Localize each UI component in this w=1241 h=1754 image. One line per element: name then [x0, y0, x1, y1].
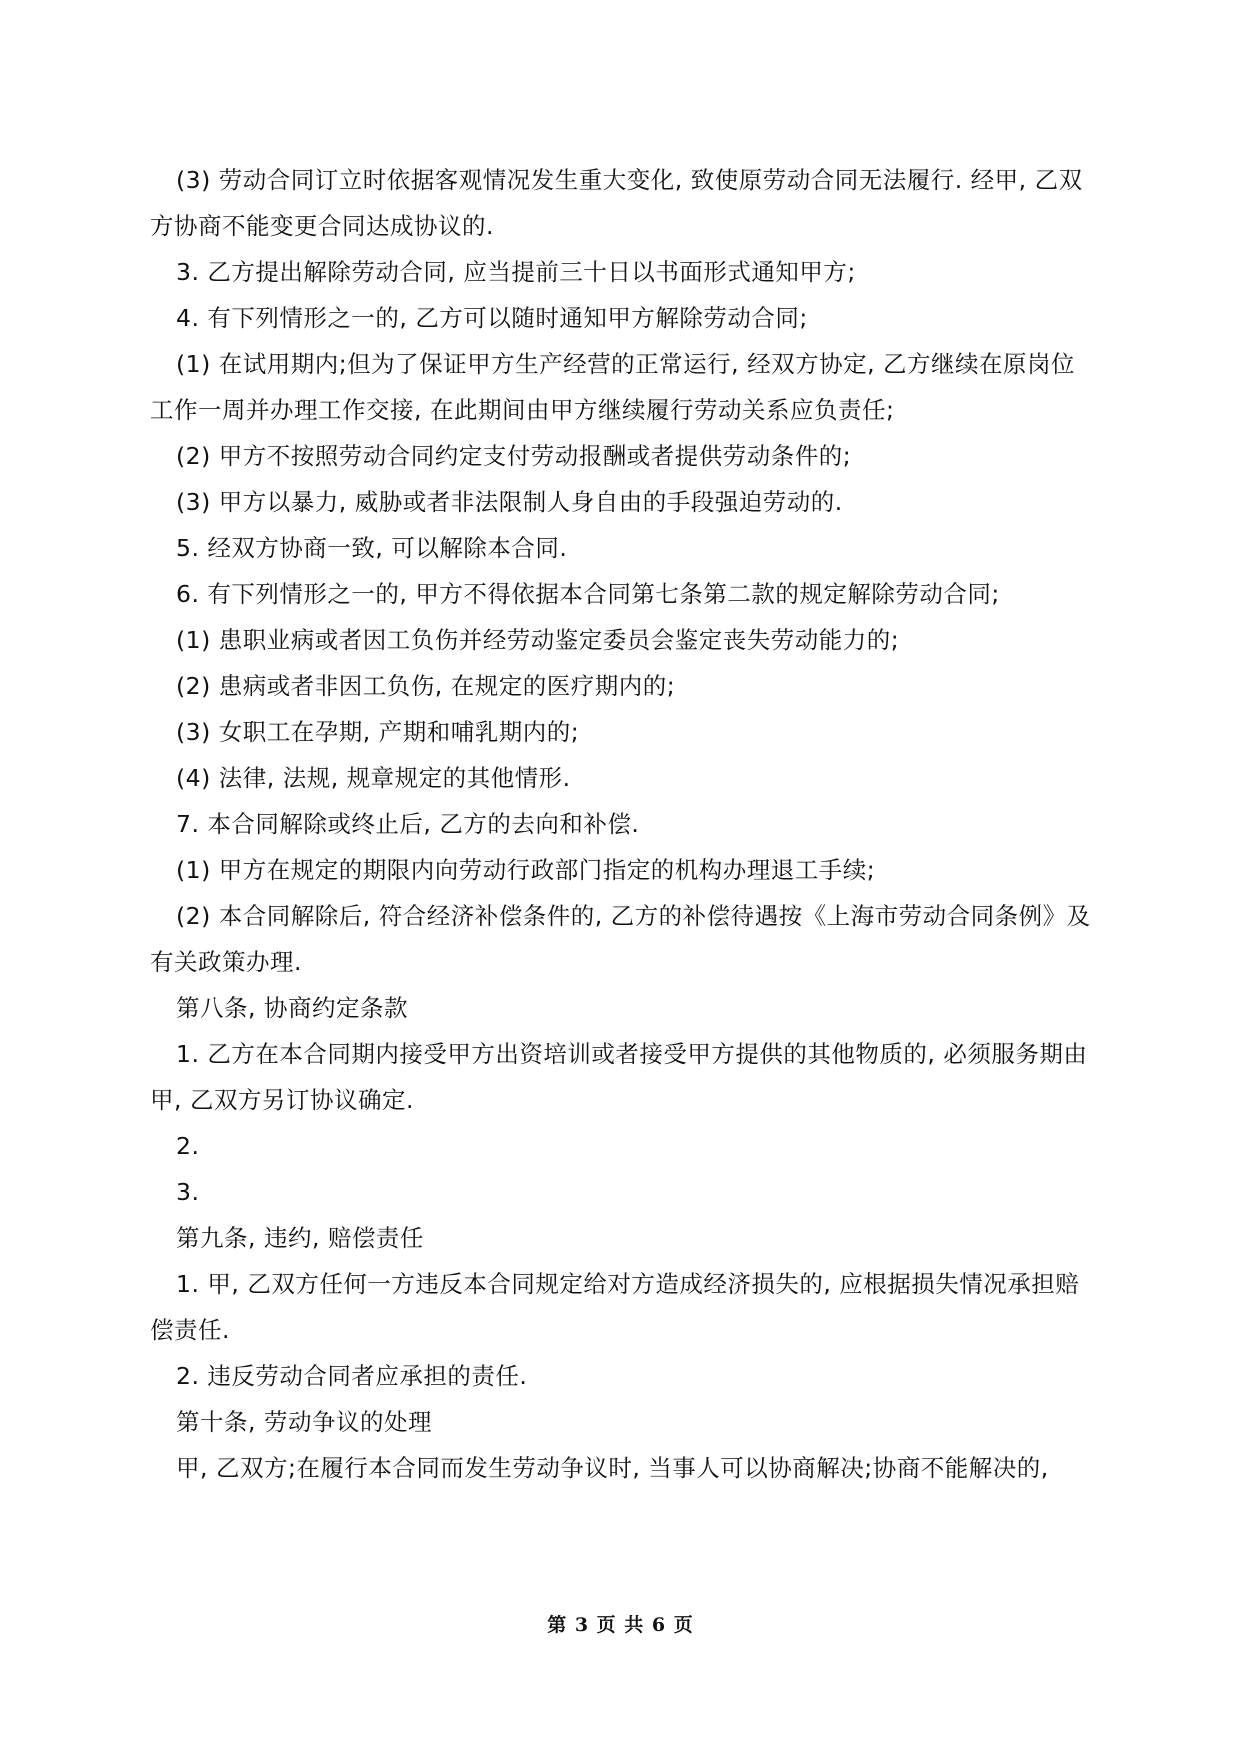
paragraph: 5. 经双方协商一致, 可以解除本合同.	[176, 534, 568, 562]
paragraph: (3) 甲方以暴力, 威胁或者非法限制人身自由的手段强迫劳动的.	[176, 488, 843, 516]
paragraph: 6. 有下列情形之一的, 甲方不得依据本合同第七条第二款的规定解除劳动合同;	[176, 580, 1000, 608]
section-heading: 第八条, 协商约定条款	[176, 994, 408, 1022]
paragraph: (2) 甲方不按照劳动合同约定支付劳动报酬或者提供劳动条件的;	[176, 442, 852, 470]
paragraph: (3) 女职工在孕期, 产期和哺乳期内的;	[176, 718, 580, 746]
paragraph: (1) 甲方在规定的期限内向劳动行政部门指定的机构办理退工手续;	[176, 856, 876, 884]
paragraph: (1) 在试用期内;但为了保证甲方生产经营的正常运行, 经双方协定, 乙方继续在原岗位工作一周并办理工作交接, 在此期间由甲方继续履行劳动关系应负责任;	[150, 350, 1076, 424]
paragraph: (4) 法律, 法规, 规章规定的其他情形.	[176, 764, 571, 792]
paragraph: 1. 乙方在本合同期内接受甲方出资培训或者接受甲方提供的其他物质的, 必须服务期由甲, 乙双方另订协议确定.	[150, 1040, 1088, 1114]
paragraph: 1. 甲, 乙双方任何一方违反本合同规定给对方造成经济损失的, 应根据损失情况承担赔偿责任.	[150, 1270, 1080, 1344]
paragraph: 3.	[176, 1178, 200, 1206]
paragraph: 2. 违反劳动合同者应承担的责任.	[176, 1362, 528, 1390]
paragraph: 7. 本合同解除或终止后, 乙方的去向和补偿.	[176, 810, 640, 838]
section-heading: 第十条, 劳动争议的处理	[176, 1408, 432, 1436]
paragraph: 3. 乙方提出解除劳动合同, 应当提前三十日以书面形式通知甲方;	[176, 258, 856, 286]
paragraph: 2.	[176, 1132, 200, 1160]
paragraph: (2) 本合同解除后, 符合经济补偿条件的, 乙方的补偿待遇按《上海市劳动合同条例》及有关政策办理.	[150, 902, 1091, 976]
page-number-footer: 第 3 页 共 6 页	[547, 1614, 694, 1636]
paragraph: (2) 患病或者非因工负伤, 在规定的医疗期内的;	[176, 672, 676, 700]
paragraph: (3) 劳动合同订立时依据客观情况发生重大变化, 致使原劳动合同无法履行. 经甲, 乙双方协商不能变更合同达成协议的.	[150, 166, 1083, 240]
document-body	[150, 157, 1095, 1491]
paragraph: 甲, 乙双方;在履行本合同而发生劳动争议时, 当事人可以协商解决;协商不能解决的,	[176, 1454, 1049, 1482]
paragraph: (1) 患职业病或者因工负伤并经劳动鉴定委员会鉴定丧失劳动能力的;	[176, 626, 900, 654]
section-heading: 第九条, 违约, 赔偿责任	[176, 1224, 424, 1252]
paragraph: 4. 有下列情形之一的, 乙方可以随时通知甲方解除劳动合同;	[176, 304, 808, 332]
